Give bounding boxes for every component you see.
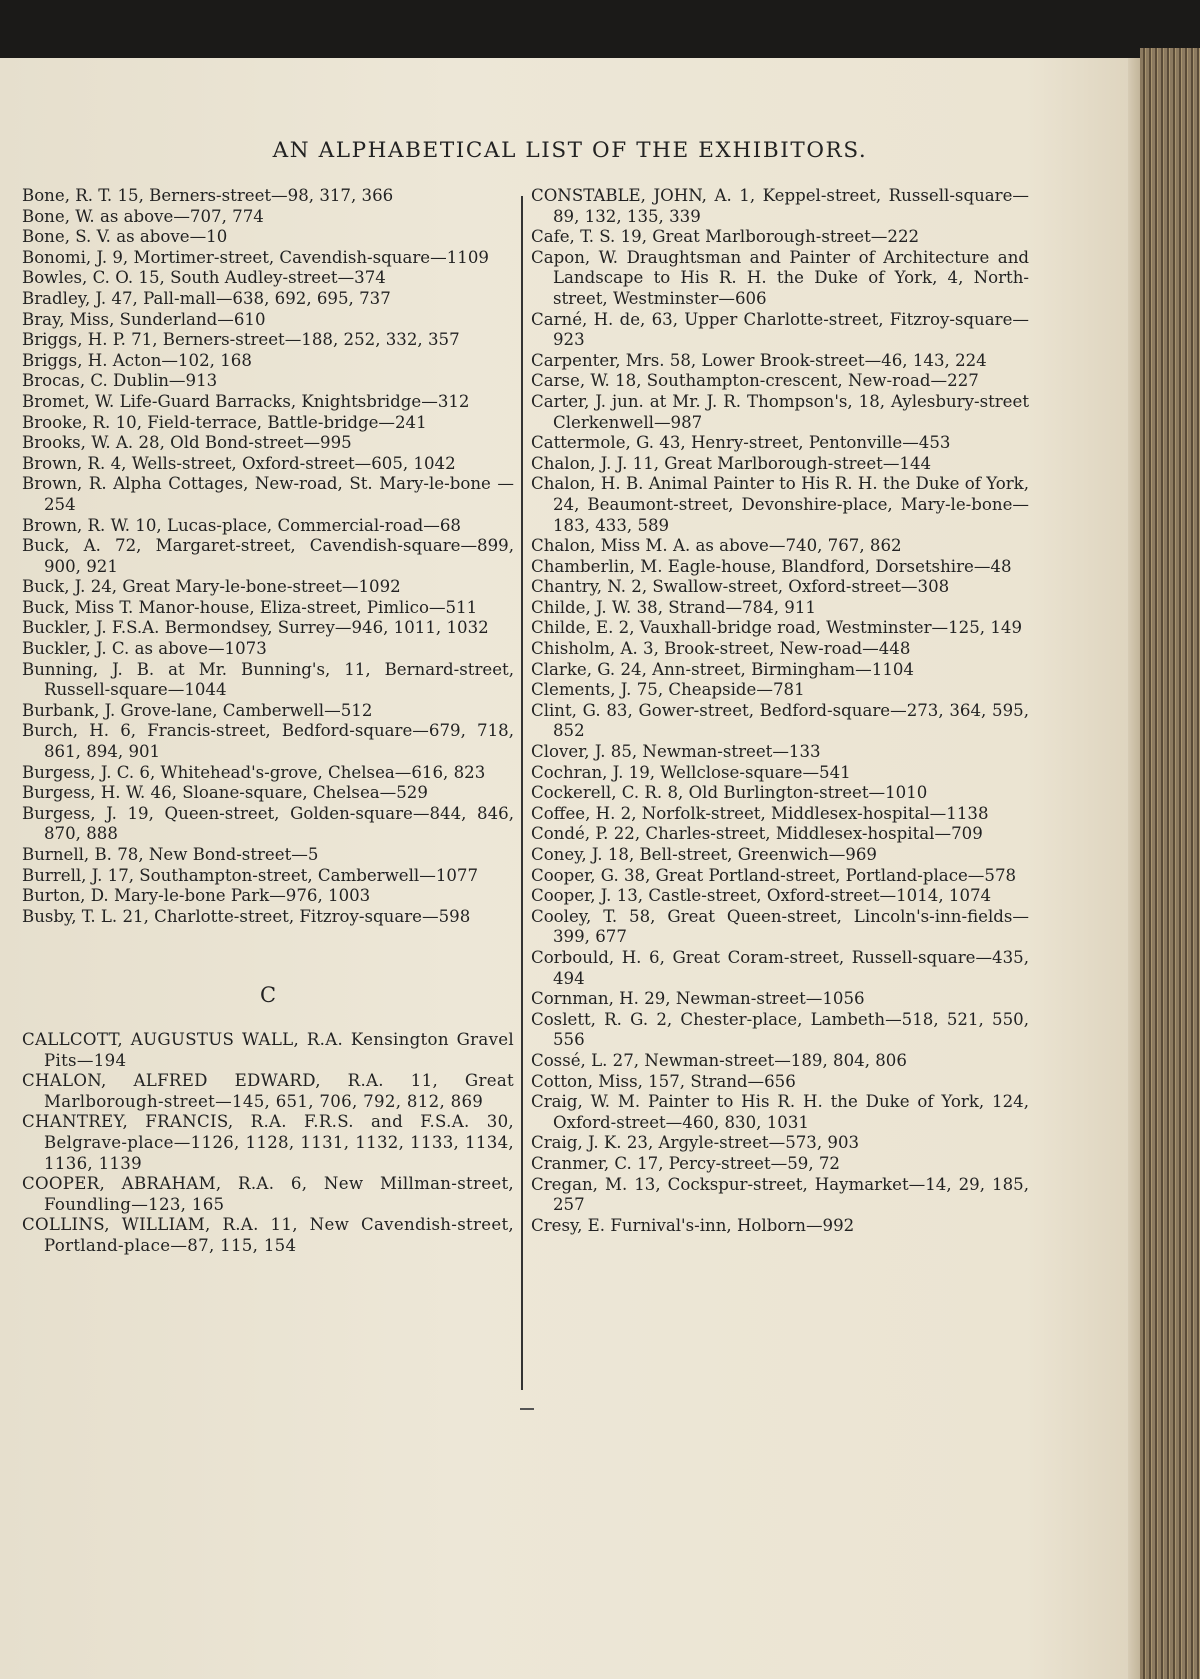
- exhibitor-entry: Carpenter, Mrs. 58, Lower Brook-street—46, 143, 224: [531, 350, 987, 370]
- exhibitor-entry: Childe, E. 2, Vauxhall-bridge road, Westminster—125, 149: [531, 618, 1023, 638]
- exhibitor-entry: Chalon, Miss M. A. as above—740, 767, 862: [531, 536, 902, 556]
- exhibitor-entry: Cranmer, C. 17, Percy-street—59, 72: [531, 1153, 840, 1173]
- exhibitor-entry: CHALON, ALFRED EDWARD, R.A. 11, Great Marlborough-street—145, 651, 706, 792, 812, 869: [22, 1071, 514, 1111]
- exhibitor-entry: Brown, R. W. 10, Lucas-place, Commercial-road—68: [22, 515, 461, 535]
- exhibitor-entry: Cotton, Miss, 157, Strand—656: [531, 1071, 796, 1091]
- exhibitor-entry: Briggs, H. P. 71, Berners-street—188, 252, 332, 357: [22, 330, 460, 350]
- exhibitor-entry: Buck, J. 24, Great Mary-le-bone-street—1092: [22, 577, 401, 597]
- exhibitor-entry: Cockerell, C. R. 8, Old Burlington-street—1010: [531, 783, 928, 803]
- exhibitor-entry: COLLINS, WILLIAM, R.A. 11, New Cavendish-street, Portland-place—87, 115, 154: [22, 1215, 514, 1255]
- exhibitor-entry: Carné, H. de, 63, Upper Charlotte-street, Fitzroy-square—923: [531, 309, 1029, 350]
- exhibitor-entry: Cafe, T. S. 19, Great Marlborough-street—222: [531, 227, 920, 247]
- exhibitor-entry: Bone, S. V. as above—10: [22, 227, 228, 247]
- exhibitor-entry: Burgess, J. 19, Queen-street, Golden-square—844, 846, 870, 888: [22, 803, 514, 844]
- exhibitor-entry: Chalon, H. B. Animal Painter to His R. H. the Duke of York, 24, Beaumont-street, Devonshire-place, Mary-le-bone—183, 433, 589: [531, 474, 1029, 535]
- exhibitor-entry: Chantry, N. 2, Swallow-street, Oxford-street—308: [531, 577, 950, 597]
- exhibitor-entry: Coney, J. 18, Bell-street, Greenwich—969: [531, 845, 877, 864]
- exhibitor-entry: Bradley, J. 47, Pall-mall—638, 692, 695, 737: [22, 288, 391, 308]
- exhibitor-entry: Cooley, T. 58, Great Queen-street, Lincoln's-inn-fields—399, 677: [531, 906, 1029, 947]
- exhibitor-entry: Burbank, J. Grove-lane, Camberwell—512: [22, 700, 373, 720]
- exhibitor-entry: Buck, A. 72, Margaret-street, Cavendish-square—899, 900, 921: [22, 536, 514, 576]
- exhibitor-entry: Cossé, L. 27, Newman-street—189, 804, 806: [531, 1050, 907, 1070]
- left-column: [22, 186, 514, 1257]
- exhibitor-entry: Briggs, H. Acton—102, 168: [22, 350, 252, 370]
- exhibitor-entry: Cregan, M. 13, Cockspur-street, Haymarket—14, 29, 185, 257: [531, 1174, 1029, 1215]
- exhibitor-entry: CALLCOTT, AUGUSTUS WALL, R.A. Kensington Gravel Pits—194: [22, 1029, 514, 1070]
- exhibitor-entry: Burton, D. Mary-le-bone Park—976, 1003: [22, 886, 371, 906]
- exhibitor-entry: Chalon, J. J. 11, Great Marlborough-street—144: [531, 453, 932, 473]
- exhibitor-entry: Burgess, H. W. 46, Sloane-square, Chelsea—529: [22, 783, 428, 803]
- exhibitor-entry: Clements, J. 75, Cheapside—781: [531, 680, 805, 700]
- exhibitor-entry: Bunning, J. B. at Mr. Bunning's, 11, Bernard-street, Russell-square—1044: [22, 659, 514, 700]
- section-letter: C: [259, 983, 277, 1008]
- exhibitor-entry: Carse, W. 18, Southampton-crescent, New-road—227: [531, 371, 979, 391]
- exhibitor-entry: CHANTREY, FRANCIS, R.A. F.R.S. and F.S.A. 30, Belgrave-place—1126, 1128, 1131, 1132, 1133, 1134, 1136, 1139: [22, 1112, 514, 1173]
- exhibitor-entry: Cattermole, G. 43, Henry-street, Pentonville—453: [531, 433, 951, 453]
- exhibitor-entry: Clarke, G. 24, Ann-street, Birmingham—1104: [531, 659, 914, 679]
- exhibitor-entry: Childe, J. W. 38, Strand—784, 911: [531, 597, 816, 617]
- exhibitor-entry: Buckler, J. C. as above—1073: [22, 639, 267, 659]
- exhibitor-entry: Capon, W. Draughtsman and Painter of Architecture and Landscape to His R. H. the Duke of York, 4, North-street, Westminster—606: [531, 247, 1029, 308]
- exhibitor-entry: Brown, R. Alpha Cottages, New-road, St. Mary-le-bone —254: [22, 474, 514, 514]
- exhibitor-entry: Burgess, J. C. 6, Whitehead's-grove, Chelsea—616, 823: [22, 762, 486, 782]
- column-divider: [521, 196, 523, 1390]
- exhibitor-entry: Burrell, J. 17, Southampton-street, Camberwell—1077: [22, 865, 479, 885]
- exhibitor-entry: Brown, R. 4, Wells-street, Oxford-street—605, 1042: [22, 453, 456, 473]
- exhibitor-entry: Carter, J. jun. at Mr. J. R. Thompson's, 18, Aylesbury-street Clerkenwell—987: [531, 391, 1029, 432]
- printer-mark: [520, 1408, 534, 1410]
- exhibitor-entry: Bray, Miss, Sunderland—610: [22, 309, 266, 329]
- exhibitor-entry: Burnell, B. 78, New Bond-street—5: [22, 845, 319, 864]
- page-header: AN ALPHABETICAL LIST OF THE EXHIBITORS.: [272, 138, 868, 163]
- exhibitor-entry: Bromet, W. Life-Guard Barracks, Knightsbridge—312: [22, 391, 470, 411]
- exhibitor-entry: Busby, T. L. 21, Charlotte-street, Fitzroy-square—598: [22, 906, 471, 926]
- exhibitor-entry: Burch, H. 6, Francis-street, Bedford-square—679, 718, 861, 894, 901: [22, 721, 514, 762]
- exhibitor-entry: Bonomi, J. 9, Mortimer-street, Cavendish-square—1109: [22, 247, 489, 267]
- exhibitor-entry: Cooper, G. 38, Great Portland-street, Portland-place—578: [531, 865, 1017, 885]
- exhibitor-entry: Bone, W. as above—707, 774: [22, 206, 264, 226]
- exhibitor-entry: Buck, Miss T. Manor-house, Eliza-street, Pimlico—511: [22, 597, 478, 617]
- exhibitor-entry: Bowles, C. O. 15, South Audley-street—374: [22, 268, 386, 288]
- exhibitor-entry: CONSTABLE, JOHN, A. 1, Keppel-street, Russell-square—89, 132, 135, 339: [531, 186, 1029, 226]
- academician-list: [22, 1030, 514, 1257]
- exhibitor-entry: Clover, J. 85, Newman-street—133: [531, 742, 821, 762]
- exhibitor-entry: Buckler, J. F.S.A. Bermondsey, Surrey—946, 1011, 1032: [22, 618, 489, 638]
- exhibitor-entry: Coslett, R. G. 2, Chester-place, Lambeth—518, 521, 550, 556: [531, 1009, 1029, 1050]
- exhibitor-entry: Chamberlin, M. Eagle-house, Blandford, Dorsetshire—48: [531, 556, 1012, 576]
- right-entry-list: [531, 186, 1029, 1236]
- exhibitor-entry: Corbould, H. 6, Great Coram-street, Russell-square—435, 494: [531, 947, 1029, 988]
- exhibitor-entry: Cornman, H. 29, Newman-street—1056: [531, 989, 865, 1009]
- exhibitor-entry: Brooke, R. 10, Field-terrace, Battle-bridge—241: [22, 412, 427, 432]
- exhibitor-entry: Coffee, H. 2, Norfolk-street, Middlesex-hospital—1138: [531, 803, 989, 823]
- exhibitor-entry: COOPER, ABRAHAM, R.A. 6, New Millman-street, Foundling—123, 165: [22, 1174, 514, 1214]
- exhibitor-entry: Cooper, J. 13, Castle-street, Oxford-street—1014, 1074: [531, 886, 992, 906]
- exhibitor-entry: Cresy, E. Furnival's-inn, Holborn—992: [531, 1215, 855, 1235]
- exhibitor-entry: Brooks, W. A. 28, Old Bond-street—995: [22, 433, 352, 453]
- book-fore-edge: [1140, 48, 1200, 1679]
- exhibitor-entry: Brocas, C. Dublin—913: [22, 371, 218, 391]
- exhibitor-entry: Chisholm, A. 3, Brook-street, New-road—448: [531, 639, 911, 659]
- left-entry-list: [22, 186, 514, 927]
- exhibitor-entry: Craig, J. K. 23, Argyle-street—573, 903: [531, 1133, 860, 1153]
- exhibitor-entry: Clint, G. 83, Gower-street, Bedford-square—273, 364, 595, 852: [531, 700, 1029, 741]
- exhibitor-entry: Bone, R. T. 15, Berners-street—98, 317, 366: [22, 186, 394, 205]
- exhibitor-entry: Cochran, J. 19, Wellclose-square—541: [531, 762, 851, 782]
- exhibitor-entry: Condé, P. 22, Charles-street, Middlesex-hospital—709: [531, 824, 983, 844]
- right-column: [531, 186, 1029, 1236]
- exhibitor-entry: Craig, W. M. Painter to His R. H. the Duke of York, 124, Oxford-street—460, 830, 1031: [531, 1092, 1029, 1132]
